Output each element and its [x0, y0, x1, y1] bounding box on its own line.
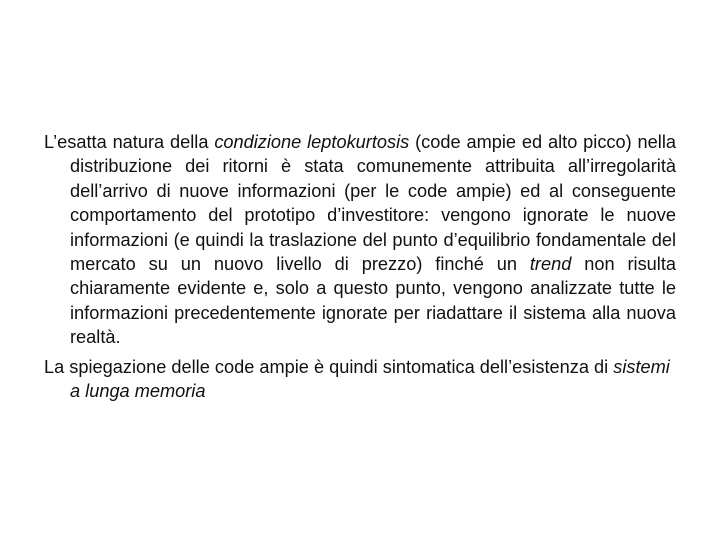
paragraph-1-text-c: non risulta chiaramente evidente e, solo a questo punto, vengono analizzate tutte le informazioni precedentemente ignorate per riadattare il sistema alla nuova realtà. — [70, 254, 676, 348]
paragraph-1-term-trend: trend — [529, 254, 572, 275]
paragraph-leptokurtosis — [44, 130, 676, 350]
paragraph-1-term-leptokurtosis: condizione leptokurtosis — [214, 132, 410, 152]
paragraph-1-text-a: L’esatta natura della — [44, 132, 215, 152]
paragraph-2-text: La spiegazione delle code ampie è quindi sintomatica dell’esistenza di — [44, 357, 614, 377]
paragraph-long-memory — [44, 355, 676, 404]
paragraph-1-text-b: (code ampie ed alto picco) nella distribuzione dei ritorni è stata comunemente attribuita all’irregolarità dell’arrivo di nuove informazioni (per le code ampie) ed al conseguente comportamento del prototipo d’investitore: vengono ignorate le nuove informazioni (e quindi la traslazione del punto d’equilibrio fondamentale del mercato su un nuovo livello di prezzo) finché un — [70, 132, 676, 275]
paragraph-2-term-long-memory: sistemi a lunga memoria — [70, 357, 670, 402]
